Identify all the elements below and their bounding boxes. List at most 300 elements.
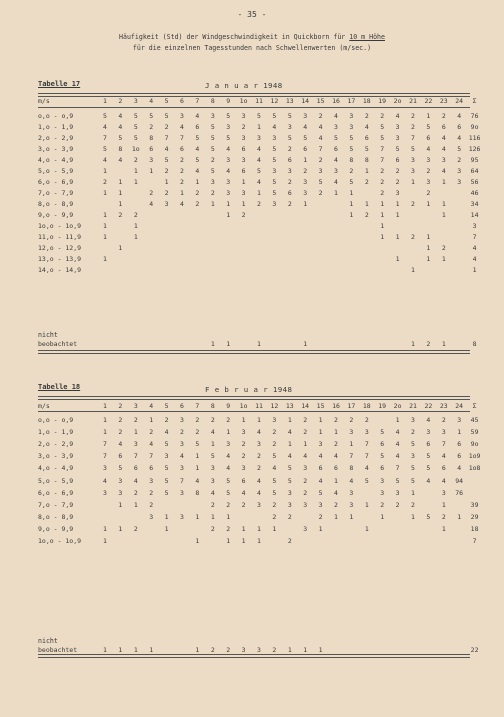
table-row — [38, 167, 479, 177]
table-cell: 6 — [180, 145, 184, 153]
table-cell: 1 — [210, 340, 215, 348]
table-cell: 2 — [364, 211, 369, 219]
table-cell: 1o9 — [468, 452, 481, 461]
table-cell: 1 — [318, 428, 323, 437]
table-cell: 59 — [470, 428, 479, 437]
table-cell: 4 — [257, 428, 261, 437]
table-cell: 5 — [103, 112, 107, 120]
table-cell: 1 — [334, 476, 338, 485]
table-cell: 6 — [380, 440, 385, 449]
table-cell: 7 — [472, 537, 477, 545]
table-cell: 3 — [257, 500, 261, 509]
table-cell: 2 — [441, 416, 446, 424]
row-label: 8,o - 8,9 — [38, 200, 74, 208]
table-cell: 2 — [133, 156, 138, 164]
hour-header: 8 — [210, 402, 215, 410]
header-rule — [38, 396, 470, 400]
table-cell: 4 — [457, 134, 462, 142]
row-label: 11,o - 11,9 — [38, 233, 82, 241]
table-cell: 3 — [318, 440, 323, 449]
row-label: 5,o - 5,9 — [38, 167, 74, 175]
table-cell: 4 — [318, 476, 323, 485]
table-cell: 1 — [303, 440, 308, 449]
table-cell: 5 — [164, 156, 169, 164]
table-cell: 4 — [441, 476, 446, 485]
row-label: 7,o - 7,9 — [38, 500, 74, 509]
table-cell: 1 — [472, 266, 477, 274]
table-cell: 1 — [257, 416, 261, 424]
table-cell: 3 — [395, 134, 400, 142]
table-cell: 3 — [133, 440, 138, 449]
table-cell: 7 — [472, 233, 477, 241]
table-cell: 3 — [303, 178, 308, 186]
table-cell: 1 — [318, 646, 323, 654]
table-cell: 2 — [380, 112, 385, 120]
table-cell: 1 — [103, 646, 107, 654]
table-cell: 1 — [426, 244, 431, 252]
table-cell: 22 — [470, 646, 479, 654]
table-cell: 8 — [349, 464, 354, 473]
table-cell: 3 — [303, 189, 308, 197]
table-cell: 4 — [287, 428, 292, 437]
table-cell: 3 — [241, 428, 246, 437]
table-cell: 3 — [318, 500, 323, 509]
table-cell: 5 — [426, 464, 431, 473]
table-cell: 1 — [118, 646, 123, 654]
hour-header: 1 — [103, 402, 107, 410]
table-cell: 7 — [103, 134, 107, 142]
table-cell: 1 — [287, 646, 292, 654]
month-title: F e b r u a r 1948 — [205, 385, 293, 394]
table-cell: 1 — [303, 340, 308, 348]
table-cell: 5 — [149, 112, 154, 120]
table-cell: 4 — [149, 200, 154, 208]
table-cell: 3 — [118, 488, 123, 497]
table-cell: 5 — [272, 189, 277, 197]
table-cell: 1 — [441, 524, 446, 533]
table-cell: 4 — [334, 156, 338, 164]
month-title: J a n u a r 1948 — [205, 81, 283, 90]
table-cell: 5 — [380, 428, 385, 437]
table-cell: 4 — [257, 156, 261, 164]
hour-header: 18 — [362, 97, 371, 105]
table-cell: 6 — [380, 464, 385, 473]
table-cell: 2 — [287, 145, 292, 153]
hour-header: 7 — [195, 402, 200, 410]
table-cell: 2 — [334, 416, 338, 424]
table-cell: 3 — [426, 428, 431, 437]
table-cell: 6 — [441, 123, 446, 131]
table-cell: 2 — [349, 167, 354, 175]
table-cell: 3 — [164, 200, 169, 208]
table-row — [38, 178, 479, 188]
table-cell: 1 — [426, 200, 431, 208]
table-cell: 4 — [318, 123, 323, 131]
table-cell: 3 — [334, 123, 338, 131]
table-cell: 4 — [426, 476, 431, 485]
table-cell: 4 — [334, 112, 338, 120]
table-cell: 2 — [334, 500, 338, 509]
table-cell: 2 — [395, 167, 400, 175]
table-cell: 5 — [257, 112, 261, 120]
table-cell: 1o — [131, 145, 140, 153]
table-cell: 3 — [210, 178, 215, 186]
table-cell: 5 — [426, 452, 431, 461]
table-cell: 3 — [364, 428, 369, 437]
row-label: 4,o - 4,9 — [38, 156, 74, 164]
table-cell: 2 — [380, 189, 385, 197]
table-cell: 5 — [272, 452, 277, 461]
table-cell: 3 — [426, 156, 431, 164]
table-cell: 1 — [303, 156, 308, 164]
row-label: 1,o - 1,9 — [38, 428, 74, 437]
table-cell: 4 — [334, 178, 338, 186]
hour-header: 19 — [378, 97, 387, 105]
table-cell: 3 — [272, 167, 277, 175]
table-cell: 3 — [210, 476, 215, 485]
table-cell: 4 — [272, 464, 277, 473]
table-cell: 2 — [318, 189, 323, 197]
table-cell: 1 — [241, 524, 246, 533]
table-cell: 3 — [149, 512, 154, 521]
table-cell: 7 — [103, 440, 107, 449]
table-cell: 1 — [195, 178, 200, 186]
hour-header: 9 — [226, 97, 231, 105]
table-cell: 7 — [364, 440, 369, 449]
hour-header: 8 — [210, 97, 215, 105]
table-cell: 7 — [411, 134, 415, 142]
table-cell: 3 — [441, 156, 446, 164]
table-row — [38, 255, 477, 265]
hour-header: 17 — [347, 402, 356, 410]
row-label: 12,o - 12,9 — [38, 244, 82, 252]
table-cell: 5 — [287, 112, 292, 120]
table-cell: 2 — [457, 156, 462, 164]
table-cell: 5 — [118, 134, 123, 142]
table-cell: 3 — [118, 476, 123, 485]
table-cell: 7 — [149, 452, 154, 461]
table-cell: 4 — [195, 167, 200, 175]
table-cell: 2 — [380, 167, 385, 175]
row-label: 8,o - 8,9 — [38, 512, 74, 521]
table-cell: 1 — [149, 416, 154, 424]
table-cell: 7 — [364, 452, 369, 461]
table-cell: 2 — [210, 416, 215, 424]
table-cell: 6 — [318, 464, 323, 473]
hour-header: 1o — [239, 97, 248, 105]
col-header-ms: m/s — [38, 402, 50, 410]
table-cell: 5 — [272, 156, 277, 164]
table-cell: 2 — [195, 428, 200, 437]
table-cell: 4 — [103, 476, 107, 485]
table-cell: 1 — [380, 222, 385, 230]
table-cell: 6 — [133, 464, 138, 473]
table-cell: 2 — [318, 112, 323, 120]
hour-header: 13 — [285, 97, 294, 105]
table-cell: 2 — [133, 211, 138, 219]
table-cell: 3 — [164, 452, 169, 461]
table-cell: 2 — [226, 524, 231, 533]
table-cell: 1 — [149, 646, 154, 654]
table-cell: 1 — [226, 340, 231, 348]
page-number: - 35 - — [237, 10, 267, 19]
table-cell: 4 — [287, 452, 292, 461]
table-cell: 3 — [226, 123, 231, 131]
table-cell: 2 — [334, 440, 338, 449]
table-cell: 2 — [318, 512, 323, 521]
table-cell: 5 — [210, 167, 215, 175]
table-cell: 1 — [195, 512, 200, 521]
table-row — [38, 134, 481, 144]
table-cell: 7 — [103, 452, 107, 461]
table-cell: 2 — [164, 167, 169, 175]
table-cell: 39 — [470, 500, 479, 509]
hour-header: 18 — [362, 402, 371, 410]
table-cell: 6 — [241, 476, 246, 485]
table-cell: 1 — [334, 189, 338, 197]
document-subtitle: für die einzelnen Tagesstunden nach Schwellenwerten (m/sec.) — [132, 44, 372, 52]
table-cell: 5 — [133, 134, 138, 142]
row-label: 2,o - 2,9 — [38, 134, 74, 142]
table-cell: 5 — [287, 134, 292, 142]
table-row — [38, 123, 479, 133]
table-cell: 4 — [226, 464, 231, 473]
table-cell: 34 — [470, 200, 479, 208]
table-cell: 5 — [210, 134, 215, 142]
footer-rule — [38, 350, 470, 354]
table-cell: 3 — [226, 178, 231, 186]
table-cell: 3 — [180, 512, 184, 521]
hour-header: 21 — [409, 402, 417, 410]
table-cell: 6 — [457, 452, 462, 461]
table-cell: 4 — [334, 452, 338, 461]
row-label: 13,o - 13,9 — [38, 255, 82, 263]
table-cell: 3 — [426, 178, 431, 186]
table-cell: 5 — [411, 440, 415, 449]
table-cell: 3 — [241, 156, 246, 164]
table-cell: 1 — [164, 512, 169, 521]
table-cell: 1 — [103, 255, 107, 263]
table-cell: 4 — [426, 145, 431, 153]
table-cell: 1 — [103, 537, 107, 545]
table-cell: 4 — [395, 440, 400, 449]
table-row — [38, 537, 477, 547]
table-cell: 4 — [226, 452, 231, 461]
table-cell: 6 — [334, 464, 338, 473]
table-row — [38, 428, 479, 438]
table-cell: 76 — [455, 488, 464, 497]
row-label: 4,o - 4,9 — [38, 464, 74, 473]
table-cell: 4 — [195, 145, 200, 153]
table-cell: 5 — [457, 145, 462, 153]
table-cell: 1 — [426, 112, 431, 120]
table-cell: 3 — [180, 440, 184, 449]
table-cell: 3 — [303, 112, 308, 120]
table-cell: 2 — [149, 428, 154, 437]
table-cell: 2 — [195, 416, 200, 424]
table-cell: 9o — [470, 440, 479, 449]
table-cell: 4 — [395, 428, 400, 437]
table-cell: 6 — [241, 167, 246, 175]
table-cell: 64 — [470, 167, 479, 175]
table-cell: 7 — [318, 145, 323, 153]
table-cell: 1 — [210, 512, 215, 521]
table-cell: 2 — [241, 500, 246, 509]
table-cell: 2 — [195, 200, 200, 208]
table-cell: 2 — [241, 211, 246, 219]
table-cell: 3 — [103, 464, 107, 473]
table-cell: 6 — [303, 145, 308, 153]
table-row — [38, 266, 477, 276]
table-cell: 2 — [411, 200, 415, 208]
table-cell: 5 — [118, 464, 123, 473]
table-cell: 8 — [195, 488, 200, 497]
table-cell: 1 — [395, 255, 400, 263]
table-cell: 5 — [334, 134, 338, 142]
table-cell: 4 — [257, 178, 261, 186]
table-cell: 1 — [441, 178, 446, 186]
table-cell: 2 — [164, 123, 169, 131]
table-cell: 1 — [349, 440, 354, 449]
table-cell: 1 — [241, 200, 246, 208]
table-cell: 2 — [272, 646, 277, 654]
table-row — [38, 145, 481, 155]
table-row — [38, 524, 479, 535]
hour-header: 24 — [455, 402, 464, 410]
table-cell: 4 — [303, 452, 308, 461]
table-cell: 5 — [257, 167, 261, 175]
table-cell: 4 — [118, 156, 123, 164]
table-cell: 1 — [195, 646, 200, 654]
table-cell: 1 — [118, 189, 123, 197]
col-header-ms: m/s — [38, 97, 50, 105]
table-cell: 5 — [287, 464, 292, 473]
table-cell: 2 — [364, 416, 369, 424]
table-cell: 2 — [241, 123, 246, 131]
table-cell: 7 — [133, 452, 138, 461]
table-cell: 2 — [180, 428, 184, 437]
hour-header: 15 — [316, 402, 325, 410]
table-cell: 1 — [257, 537, 261, 545]
table-cell: 1 — [395, 200, 400, 208]
table-cell: 3 — [149, 156, 154, 164]
table-cell: 2 — [272, 500, 277, 509]
table-cell: 1 — [395, 233, 400, 241]
table-cell: 1 — [164, 524, 169, 533]
row-label: 1,o - 1,9 — [38, 123, 74, 131]
table-cell: 3 — [287, 500, 292, 509]
table-cell: 2 — [133, 524, 138, 533]
table-cell: 1 — [287, 440, 292, 449]
table-cell: 1 — [241, 178, 246, 186]
hour-header: 14 — [301, 97, 310, 105]
table-cell: 3 — [241, 134, 246, 142]
row-label: 1o,o - 1o,9 — [38, 537, 82, 545]
hour-header: 23 — [439, 97, 448, 105]
nicht-label: nicht — [38, 637, 58, 645]
table-cell: 2 — [411, 112, 415, 120]
table-cell: 1 — [103, 222, 107, 230]
hour-header: 14 — [301, 402, 310, 410]
table-cell: 126 — [468, 145, 481, 153]
table-cell: 5 — [272, 488, 277, 497]
table-cell: 2 — [226, 416, 231, 424]
table-cell: 4 — [395, 452, 400, 461]
table-cell: 5 — [133, 123, 138, 131]
table-cell: 5 — [272, 145, 277, 153]
table-cell: 1 — [380, 200, 385, 208]
table-label: Tabelle 18 — [38, 383, 81, 391]
table-cell: 4 — [441, 145, 446, 153]
table-cell: 2 — [395, 500, 400, 509]
table-cell: 3 — [472, 222, 477, 230]
table-cell: 4 — [103, 156, 107, 164]
table-cell: 2 — [180, 167, 184, 175]
table-cell: 1 — [210, 200, 215, 208]
table-cell: 1 — [118, 200, 123, 208]
table-cell: 1 — [257, 524, 261, 533]
table-cell: 1 — [103, 233, 107, 241]
table-cell: 3 — [287, 488, 292, 497]
table-cell: 7 — [164, 134, 169, 142]
table-cell: 3 — [411, 156, 415, 164]
table-cell: 4 — [180, 200, 184, 208]
table-cell: 2 — [241, 440, 246, 449]
table-cell: 6 — [426, 440, 431, 449]
hour-header: 1 — [103, 97, 107, 105]
table-cell: 3 — [395, 189, 400, 197]
table-cell: 2 — [441, 512, 446, 521]
table-cell: 4 — [226, 167, 231, 175]
table-cell: 4 — [441, 134, 446, 142]
table-cell: 45 — [470, 416, 479, 424]
table-cell: 3 — [303, 500, 308, 509]
table-cell: 5 — [426, 123, 431, 131]
table-cell: 116 — [468, 134, 481, 142]
table-cell: 6 — [149, 464, 154, 473]
table-cell: 3 — [257, 134, 261, 142]
table-cell: 2 — [411, 428, 415, 437]
table-cell: 2 — [118, 428, 123, 437]
table-cell: 2 — [380, 500, 385, 509]
row-label: 14,o - 14,9 — [38, 266, 82, 274]
table-cell: 8 — [364, 156, 369, 164]
hour-header: 19 — [378, 402, 387, 410]
table-cell: 2 — [411, 123, 415, 131]
table-cell: 2 — [441, 112, 446, 120]
hour-header: 5 — [164, 97, 169, 105]
hour-header: 23 — [439, 402, 448, 410]
table-cell: 4 — [118, 440, 123, 449]
table-row — [38, 200, 479, 210]
table-cell: 5 — [364, 145, 369, 153]
table-cell: 3 — [411, 416, 415, 424]
table-cell: 94 — [455, 476, 464, 485]
table-row — [38, 233, 477, 243]
table-cell: 4 — [441, 167, 446, 175]
hour-header: 22 — [424, 97, 433, 105]
table-cell: 5 — [195, 440, 200, 449]
table-cell: 4 — [364, 123, 369, 131]
table-cell: 2 — [272, 428, 277, 437]
table-cell: 2 — [149, 500, 154, 509]
table-cell: 18 — [470, 524, 479, 533]
table-cell: 4 — [441, 452, 446, 461]
table-cell: 4 — [318, 134, 323, 142]
table-row — [38, 244, 477, 254]
table-cell: 4 — [472, 255, 477, 263]
table-cell: 2 — [318, 156, 323, 164]
